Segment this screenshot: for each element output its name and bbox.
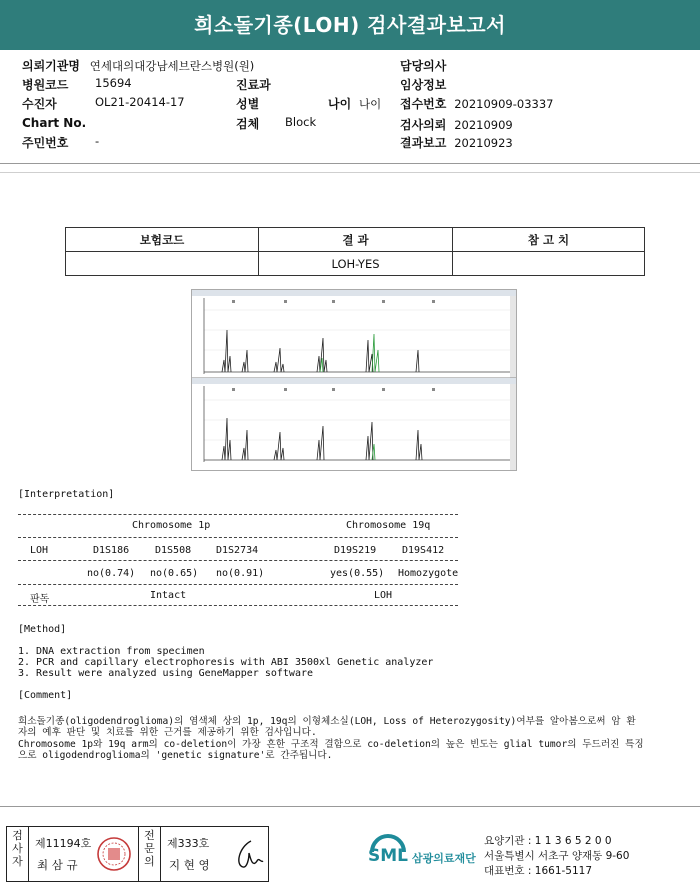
organization-info [484,834,629,879]
interpretation-rule-top [18,514,458,515]
result-table-header [66,228,645,252]
electropherogram-plot [192,290,516,470]
examinee-label: 수진자 [22,97,57,111]
result-table [65,227,645,276]
confirmer-signature-icon [231,837,265,873]
institution-value: 연세대의대강남세브란스병원(원) [89,59,255,73]
confirmer-label: 전문의 [144,829,155,868]
result-cell: LOH-YES [259,252,453,276]
marker-d1s186: D1S186 [93,545,130,556]
insurance-code-header: 보험코드 [66,228,259,252]
age-value: 나이 [359,97,382,111]
specimen-label: 검체 [236,117,260,131]
doctor-label: 담당의사 [400,59,447,73]
confirmer-col [161,827,269,881]
specimen-value: Block [285,115,317,129]
comment-heading: [Comment] [18,690,73,701]
specimen-row [236,115,317,132]
header-divider [0,163,700,164]
receipt-value: 20210909-03337 [454,97,554,111]
confirmer-name: 지 현 영 [169,858,210,872]
clinical-label: 임상정보 [400,78,447,92]
loh-label: LOH [30,545,49,556]
hospital-code-row [22,76,132,93]
organization-address: 서울특별시 서초구 양재동 9-60 [484,850,630,862]
age-row [328,95,381,112]
examinee-value: OL21-20414-17 [95,95,185,109]
rrn-value: - [95,134,100,148]
hospital-code-value: 15694 [95,76,132,90]
interpretation-rule-3 [18,560,458,561]
value-d1s508: no(0.65) [150,568,199,579]
report-date-row [400,134,513,151]
sex-row [236,95,259,112]
receipt-label: 접수번호 [400,97,447,111]
confirmer-label-col [139,827,161,881]
comment-line-3: Chromosome 1p와 19q arm의 co-deletion이 가장 흔한 구조적 결함으로 co-deletion의 높은 빈도는 glial tumor의 두드러진 특징 [18,739,644,750]
reference-cell [453,252,645,276]
interpretation-rule-2 [18,537,458,538]
method-heading: [Method] [18,624,67,635]
age-label: 나이 [328,97,352,111]
header-divider-2 [0,172,700,173]
examiner-label-col [7,827,29,881]
request-value: 20210909 [454,118,513,132]
chromosome-1p-label: Chromosome 1p [132,520,211,531]
electropherogram-image [191,289,517,471]
sex-label: 성별 [236,97,260,111]
value-d1s2734: no(0.91) [216,568,265,579]
request-row [400,116,513,133]
confirmer-number: 제333호 [167,837,210,850]
reference-header: 참 고 치 [453,228,645,252]
marker-d1s508: D1S508 [155,545,192,556]
sml-brand-text: SML [368,846,408,866]
examiner-number: 제11194호 [35,837,92,850]
chromosome-19q-label: Chromosome 19q [346,520,431,531]
marker-d19s412: D19S412 [402,545,445,556]
organization-phone: 대표번호 : 1661-5117 [484,865,593,877]
clinical-row [400,76,446,93]
verdict-1p: Intact [150,590,187,601]
report-date-value: 20210923 [454,136,513,150]
interpretation-heading: [Interpretation] [18,489,115,500]
interpretation-rule-bottom [18,605,458,606]
doctor-row [400,57,446,74]
examiner-name: 최 삼 규 [37,858,78,872]
value-d19s412: Homozygote [398,568,459,579]
chart-no-label: Chart No. [22,116,87,130]
report-date-label: 결과보고 [400,136,447,150]
signature-box [6,826,269,882]
hospital-code-label: 병원코드 [22,78,69,92]
value-d1s186: no(0.74) [87,568,136,579]
dept-row [236,76,271,93]
report-title: 희소돌기종(LOH) 검사결과보고서 [0,0,700,50]
chart-no-row [22,116,86,130]
method-item-3: 3. Result were analyzed using GeneMapper software [18,668,314,679]
rrn-row [22,134,100,151]
receipt-row [400,95,553,112]
result-header: 결 과 [259,228,453,252]
footer-divider [0,806,700,807]
examiner-col [29,827,139,881]
care-institution-number: 요양기관 : 1 1 3 6 5 2 0 0 [484,835,612,847]
comment-line-2: 자의 예후 판단 및 치료를 위한 근거를 제공하기 위한 검사입니다. [18,727,317,738]
request-label: 검사의뢰 [400,118,447,132]
dept-label: 진료과 [236,78,271,92]
marker-d1s2734: D1S2734 [216,545,259,556]
comment-line-4: 으로 oligodendroglioma의 'genetic signature'로 간주됩니다. [18,750,333,761]
method-item-2: 2. PCR and capillary electrophoresis with ABI 3500xl Genetic analyzer [18,657,434,668]
foundation-name: 삼광의료재단 [412,852,476,865]
insurance-code-cell [66,252,259,276]
marker-d19s219: D19S219 [334,545,377,556]
examinee-row [22,95,185,112]
rrn-label: 주민번호 [22,136,69,150]
method-item-1: 1. DNA extraction from specimen [18,646,205,657]
value-d19s219: yes(0.55) [330,568,385,579]
institution-label: 의뢰기관명 [22,59,80,73]
interpretation-rule-4 [18,584,458,585]
result-table-row [66,252,645,276]
examiner-seal-icon [95,835,133,873]
verdict-label: 판독 [30,594,50,605]
verdict-19q: LOH [374,590,393,601]
institution-row [22,57,254,74]
examiner-label: 검사자 [12,829,23,868]
comment-line-1: 희소돌기종(oligodendroglioma)의 염색체 상의 1p, 19q의 이형체소실(LOH, Loss of Heterozygosity)여부를 알아봄으로써 암 환 [18,716,636,727]
